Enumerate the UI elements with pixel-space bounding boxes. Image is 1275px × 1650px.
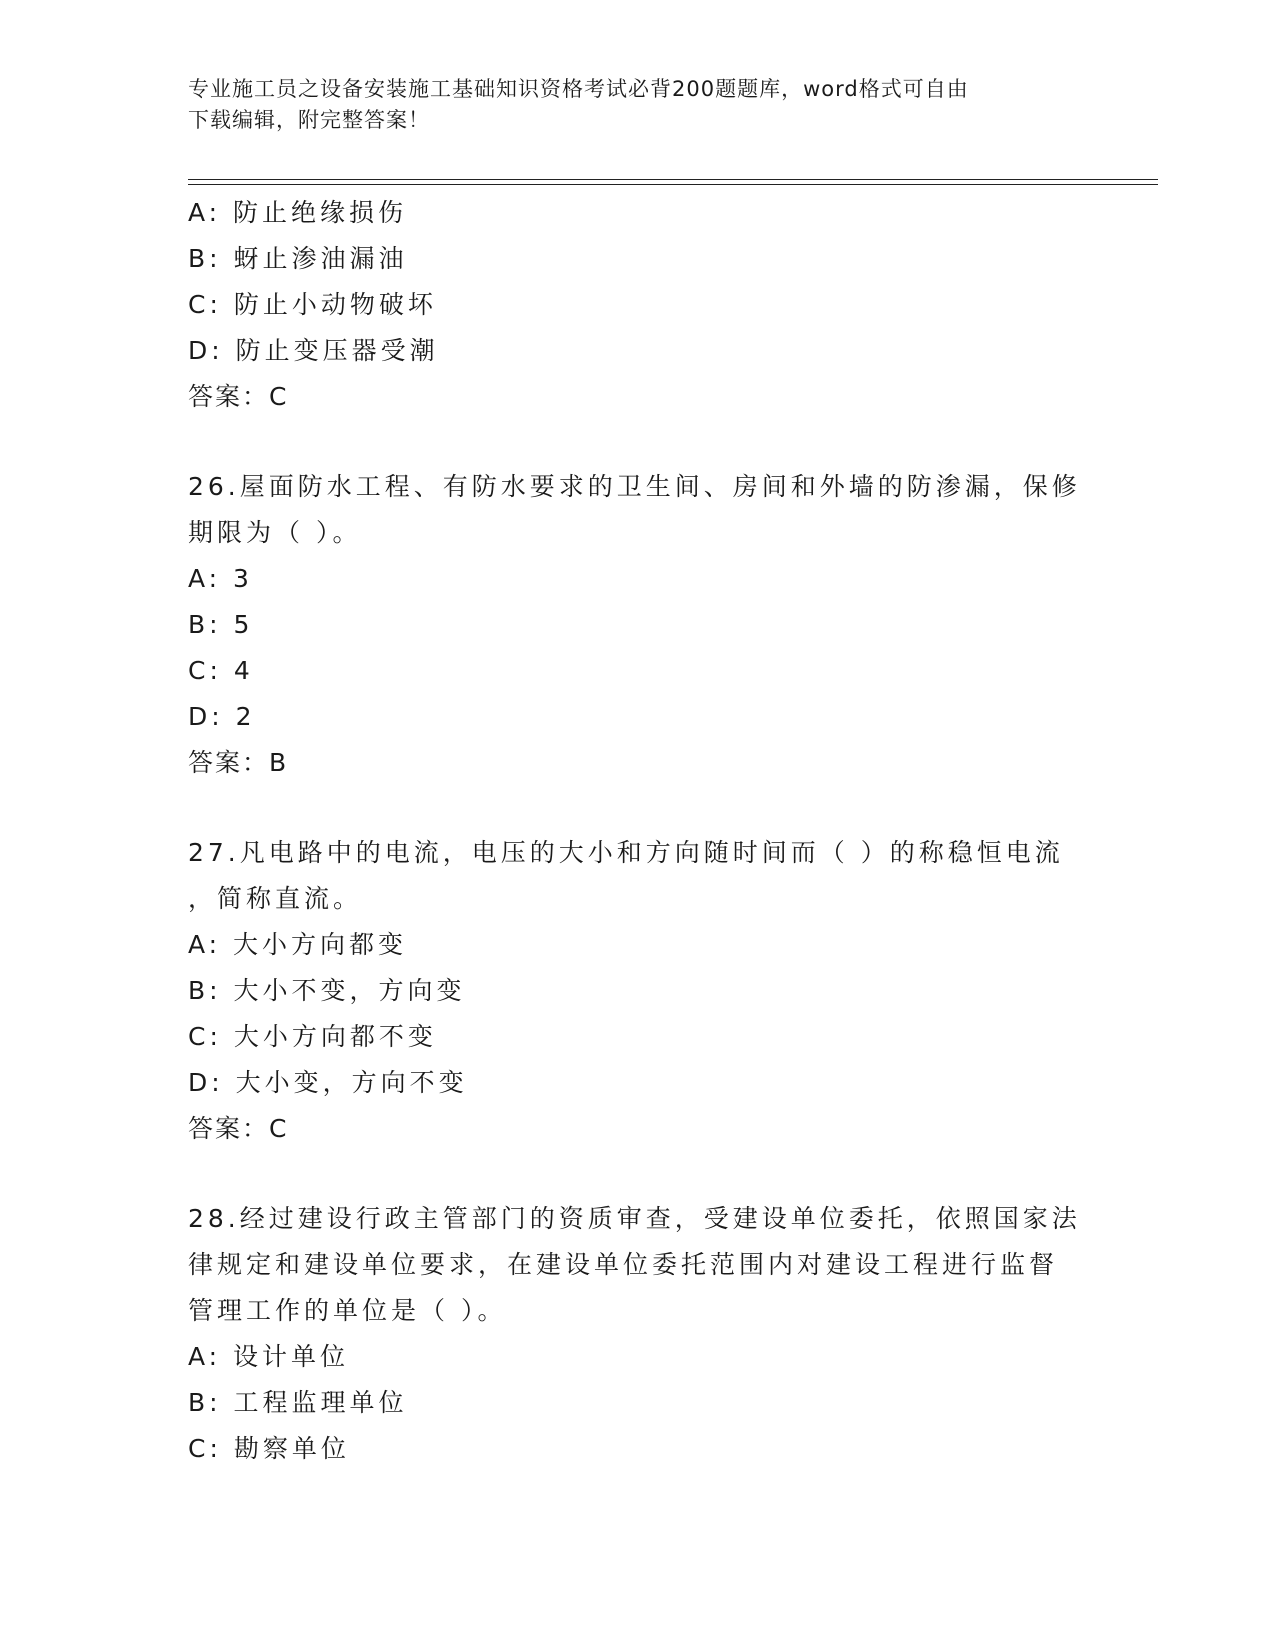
q27-answer: 答案：C <box>188 1114 289 1143</box>
q26-stem-line-2: 期限为（ ）。 <box>188 518 362 547</box>
header-line-2: 下载编辑，附完整答案！ <box>188 108 430 132</box>
q28-option-a: A: 设计单位 <box>188 1342 350 1371</box>
q27-stem-line-2: ，简称直流。 <box>188 884 363 913</box>
header-line-1: 专业施工员之设备安装施工基础知识资格考试必背200题题库，word格式可自由 <box>188 77 969 101</box>
q28-option-b: B: 工程监理单位 <box>188 1388 408 1417</box>
q25-answer: 答案：C <box>188 382 289 411</box>
q26-option-c: C: 4 <box>188 656 254 685</box>
q27-stem-line-1: 27.凡电路中的电流，电压的大小和方向随时间而（ ）的称稳恒电流 <box>188 838 1064 867</box>
document-header <box>188 74 1088 136</box>
q28-option-c: C: 勘察单位 <box>188 1434 350 1463</box>
q25-option-b: B: 蚜止渗油漏油 <box>188 244 408 273</box>
q26-option-a: A: 3 <box>188 564 253 593</box>
q27-option-c: C: 大小方向都不变 <box>188 1022 437 1051</box>
q27-option-b: B: 大小不变，方向变 <box>188 976 466 1005</box>
q25-option-a: A: 防止绝缘损伤 <box>188 198 408 227</box>
q25-option-d: D: 防止变压器受潮 <box>188 336 439 365</box>
q26-option-d: D: 2 <box>188 702 256 731</box>
header-divider <box>188 179 1158 185</box>
q28-stem-line-1: 28.经过建设行政主管部门的资质审查，受建设单位委托，依照国家法 <box>188 1204 1081 1233</box>
q27-option-d: D: 大小变，方向不变 <box>188 1068 468 1097</box>
question-list <box>188 190 1088 1472</box>
q27-option-a: A: 大小方向都变 <box>188 930 408 959</box>
q26-stem-line-1: 26.屋面防水工程、有防水要求的卫生间、房间和外墙的防渗漏，保修 <box>188 472 1081 501</box>
q28-stem-line-3: 管理工作的单位是（ ）。 <box>188 1296 507 1325</box>
q26-option-b: B: 5 <box>188 610 254 639</box>
q26-answer: 答案：B <box>188 748 289 777</box>
q25-option-c: C: 防止小动物破坏 <box>188 290 437 319</box>
q28-stem-line-2: 律规定和建设单位要求，在建设单位委托范围内对建设工程进行监督 <box>188 1250 1059 1279</box>
